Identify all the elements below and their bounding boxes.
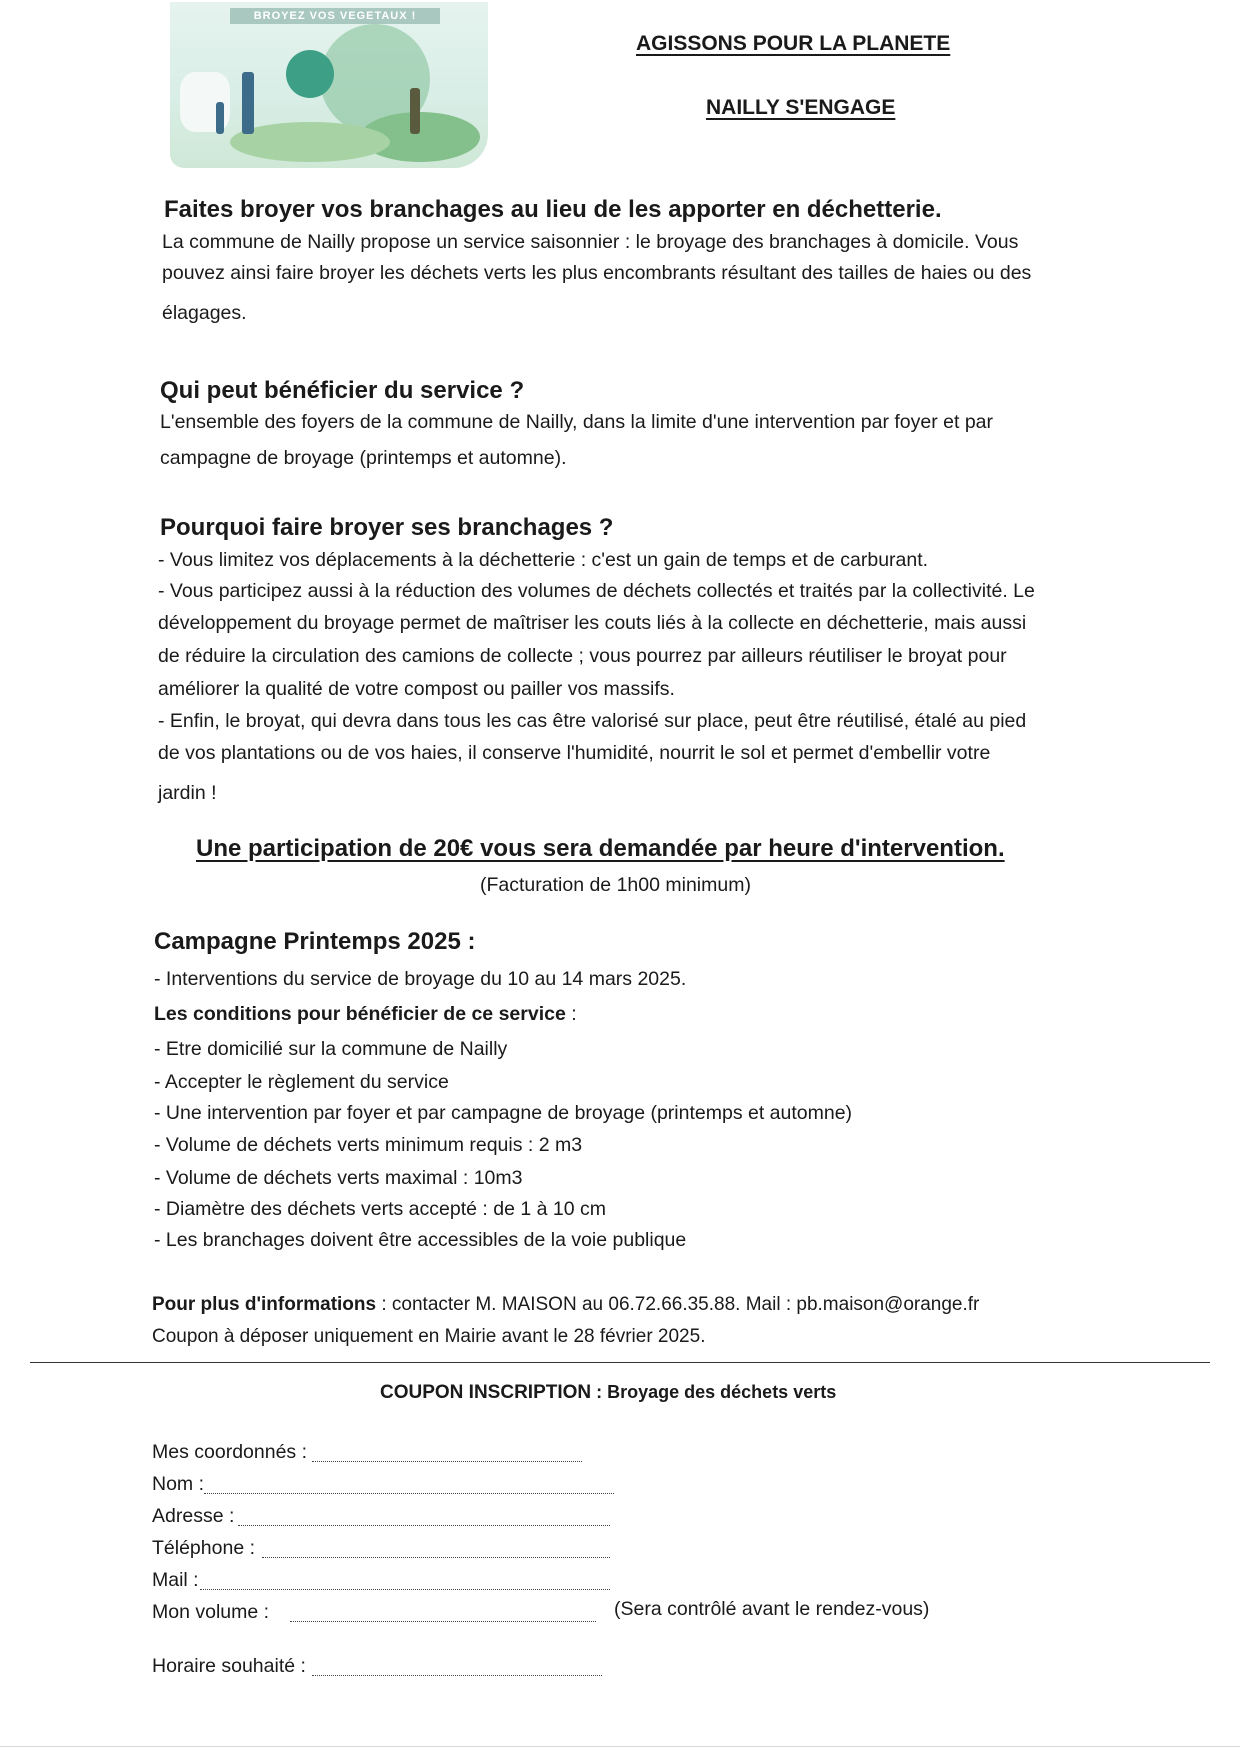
condition-item: - Volume de déchets verts minimum requis : 2 m3 — [154, 1134, 583, 1156]
page-subtitle: NAILLY S'ENGAGE — [706, 96, 896, 119]
who-heading: Qui peut bénéficier du service ? — [160, 377, 525, 404]
field-telephone-label: Téléphone : — [152, 1537, 255, 1559]
intro-line: pouvez ainsi faire broyer les déchets verts les plus encombrants résultant des tailles de haies ou des — [162, 262, 1032, 284]
field-volume-label: Mon volume : — [152, 1601, 270, 1623]
worker-figure-icon — [410, 88, 420, 134]
field-coordonnees-label: Mes coordonnés : — [152, 1441, 308, 1463]
condition-item: - Volume de déchets verts maximal : 10m3 — [154, 1167, 523, 1189]
why-line: de vos plantations ou de vos haies, il conserve l'humidité, nourrit le sol et permet d'embellir votre — [158, 742, 991, 764]
conditions-title-bold: Les conditions pour bénéficier de ce service — [154, 1003, 566, 1025]
info-line — [152, 1294, 979, 1316]
header-illustration — [170, 2, 488, 168]
why-line: - Vous limitez vos déplacements à la déchetterie : c'est un gain de temps et de carburant. — [158, 549, 929, 571]
recycle-circle-icon — [286, 50, 334, 98]
illustration-banner: BROYEZ VOS VEGETAUX ! — [230, 8, 440, 24]
intro-heading: Faites broyer vos branchages au lieu de les apporter en déchetterie. — [164, 196, 942, 223]
field-horaire-label: Horaire souhaité : — [152, 1655, 306, 1677]
page-bottom-edge — [0, 1746, 1240, 1747]
condition-item: - Une intervention par foyer et par campagne de broyage (printemps et automne) — [154, 1102, 853, 1124]
page-title: AGISSONS POUR LA PLANETE — [636, 32, 951, 55]
who-line: L'ensemble des foyers de la commune de Nailly, dans la limite d'une intervention par foyer et par — [160, 411, 994, 433]
intro-line: La commune de Nailly propose un service saisonnier : le broyage des branchages à domicile. Vous — [162, 231, 1019, 253]
field-volume-line[interactable] — [290, 1620, 596, 1622]
why-line: - Enfin, le broyat, qui devra dans tous les cas être valorisé sur place, peut être réutilisé, étalé au pied — [158, 710, 1027, 732]
coupon-title-rest: : Broyage des déchets verts — [591, 1382, 837, 1402]
intro-line: élagages. — [162, 302, 247, 324]
campaign-heading: Campagne Printemps 2025 : — [154, 928, 476, 955]
campaign-dates: - Interventions du service de broyage du 10 au 14 mars 2025. — [154, 968, 687, 990]
who-line: campagne de broyage (printemps et automne). — [160, 447, 567, 469]
conditions-title-colon: : — [565, 1003, 577, 1025]
why-line: développement du broyage permet de maîtriser les couts liés à la collecte en déchetterie, mais aussi — [158, 612, 1027, 634]
condition-item: - Les branchages doivent être accessibles de la voie publique — [154, 1229, 687, 1251]
conditions-title — [154, 1003, 577, 1026]
info-bold: Pour plus d'informations — [152, 1294, 377, 1315]
grass-field-icon — [230, 122, 390, 162]
why-line: jardin ! — [158, 782, 217, 804]
gardener-figure-icon — [242, 72, 254, 134]
field-adresse-line[interactable] — [238, 1524, 610, 1526]
why-line: de réduire la circulation des camions de collecte ; vous pourrez par ailleurs réutiliser le broyat pour — [158, 645, 1007, 667]
field-mail-label: Mail : — [152, 1569, 199, 1591]
field-nom-label: Nom : — [152, 1473, 205, 1495]
field-mail-line[interactable] — [200, 1588, 610, 1590]
field-adresse-label: Adresse : — [152, 1505, 235, 1527]
field-nom-line[interactable] — [204, 1492, 614, 1494]
field-telephone-line[interactable] — [262, 1556, 610, 1558]
field-volume-note: (Sera contrôlé avant le rendez-vous) — [614, 1598, 930, 1620]
price-note: (Facturation de 1h00 minimum) — [480, 874, 751, 896]
why-line: améliorer la qualité de votre compost ou pailler vos massifs. — [158, 678, 675, 700]
condition-item: - Diamètre des déchets verts accepté : de 1 à 10 cm — [154, 1198, 606, 1220]
condition-item: - Etre domicilié sur la commune de Nailly — [154, 1038, 508, 1060]
condition-item: - Accepter le règlement du service — [154, 1071, 449, 1093]
info-contact: : contacter M. MAISON au 06.72.66.35.88. Mail : pb.maison@orange.fr — [376, 1294, 980, 1315]
field-coordonnees-line[interactable] — [312, 1460, 582, 1462]
cut-separator — [30, 1362, 1210, 1363]
child-figure-icon — [216, 102, 224, 134]
price-notice: Une participation de 20€ vous sera demandée par heure d'intervention. — [196, 835, 1005, 862]
coupon-title — [380, 1382, 836, 1404]
why-line: - Vous participez aussi à la réduction des volumes de déchets collectés et traités par la collectivité. Le — [158, 580, 1035, 602]
why-heading: Pourquoi faire broyer ses branchages ? — [160, 514, 614, 541]
coupon-title-bold: COUPON INSCRIPTION — [380, 1382, 592, 1403]
deadline-line: Coupon à déposer uniquement en Mairie avant le 28 février 2025. — [152, 1326, 706, 1347]
field-horaire-line[interactable] — [312, 1674, 602, 1676]
